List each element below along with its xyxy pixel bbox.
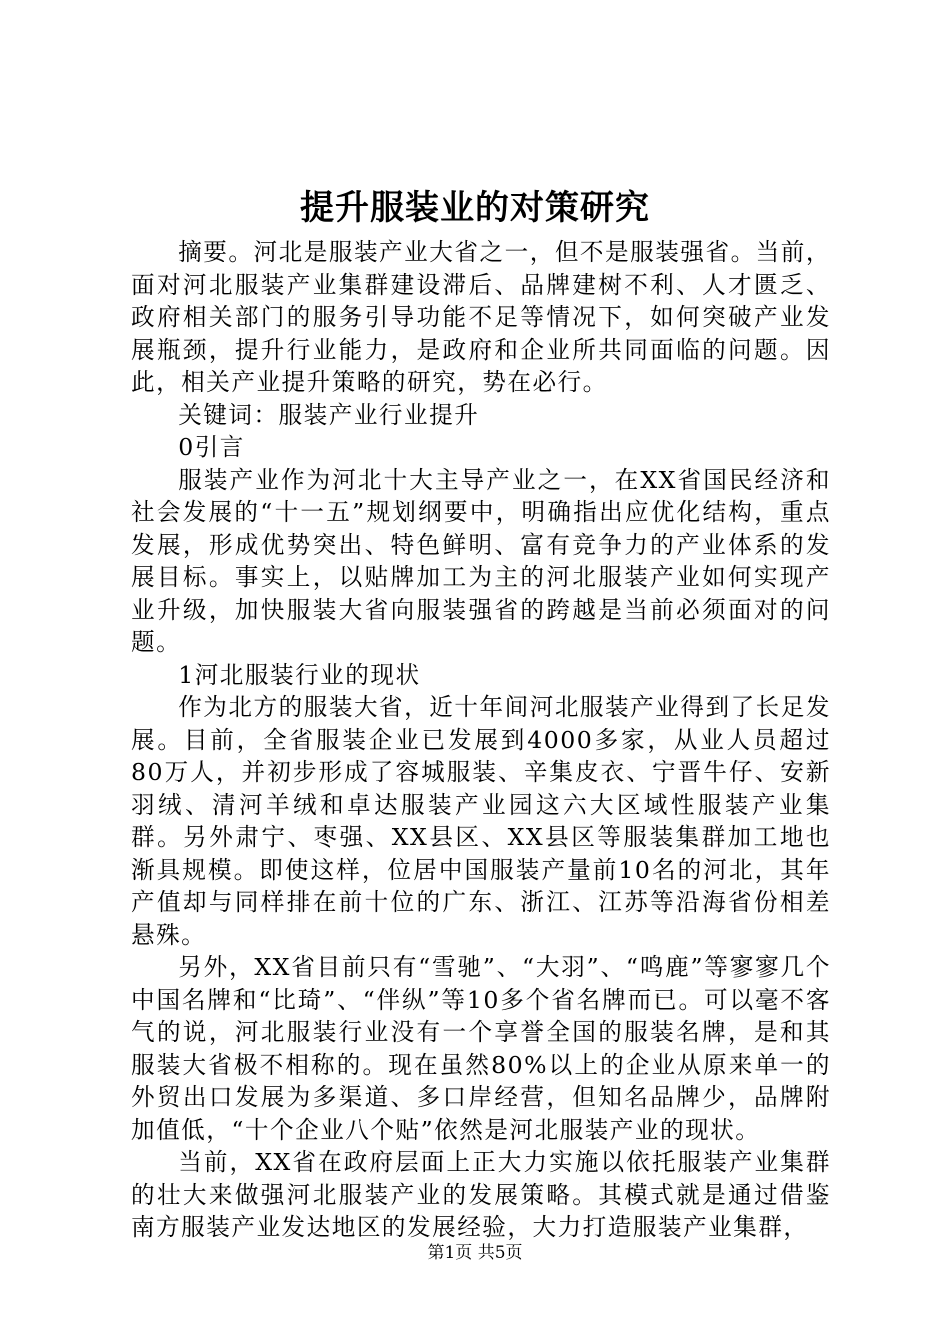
body-paragraph: 服装产业作为河北十大主导产业之一，在XX省国民经济和社会发展的“十一五”规划纲要中，明确指出应优化结构，重点发展，形成优势突出、特色鲜明、富有竞争力的产业体系的发展目标。事实上，以贴牌加工为主的河北服装产业如何实现产业升级，加快服装大省向服装强省的跨越是当前必须面对的问题。 (131, 465, 831, 656)
body-paragraph: 作为北方的服装大省，近十年间河北服装产业得到了长足发展。目前，全省服装企业已发展到4000多家，从业人员超过80万人，并初步形成了容城服装、辛集皮衣、宁晋牛仔、安新羽绒、清河羊绒和卓达服装产业园这六大区域性服装产业集群。另外肃宁、枣强、XX县区、XX县区等服装集群加工地也渐具规模。即使这样，位居中国服装产量前10名的河北，其年产值却与同样排在前十位的广东、浙江、江苏等沿海省份相差悬殊。 (131, 693, 831, 949)
body-paragraph: 当前，XX省在政府层面上正大力实施以依托服装产业集群的壮大来做强河北服装产业的发展策略。其模式就是通过借鉴南方服装产业发达地区的发展经验，大力打造服装产业集群， (131, 1148, 831, 1241)
section-heading-introduction: 0引言 (178, 433, 245, 461)
keywords-line: 关键词：服装产业行业提升 (178, 400, 480, 429)
body-paragraph: 另外，XX省目前只有“雪驰”、“大羽”、“鸣鹿”等寥寥几个中国名牌和“比琦”、“伴纵”等10多个省名牌而已。可以毫不客气的说，河北服装行业没有一个享誉全国的服装名牌，是和其服装大省极不相称的。现在虽然80%以上的企业从原来单一的外贸出口发展为多渠道、多口岸经营，但知名品牌少，品牌附加值低，“十个企业八个贴”依然是河北服装产业的现状。 (131, 953, 831, 1144)
abstract-paragraph: 摘要。河北是服装产业大省之一，但不是服装强省。当前，面对河北服装产业集群建设滞后、品牌建树不利、人才匮乏、政府相关部门的服务引导功能不足等情况下，如何突破产业发展瓶颈，提升行业能力，是政府和企业所共同面临的问题。因此，相关产业提升策略的研究，势在必行。 (131, 238, 831, 396)
page-number-footer: 第1页 共5页 (427, 1243, 523, 1263)
document-title: 提升服装业的对策研究 (300, 188, 650, 228)
section-heading-status: 1河北服装行业的现状 (178, 660, 421, 689)
document-body (131, 236, 831, 1244)
